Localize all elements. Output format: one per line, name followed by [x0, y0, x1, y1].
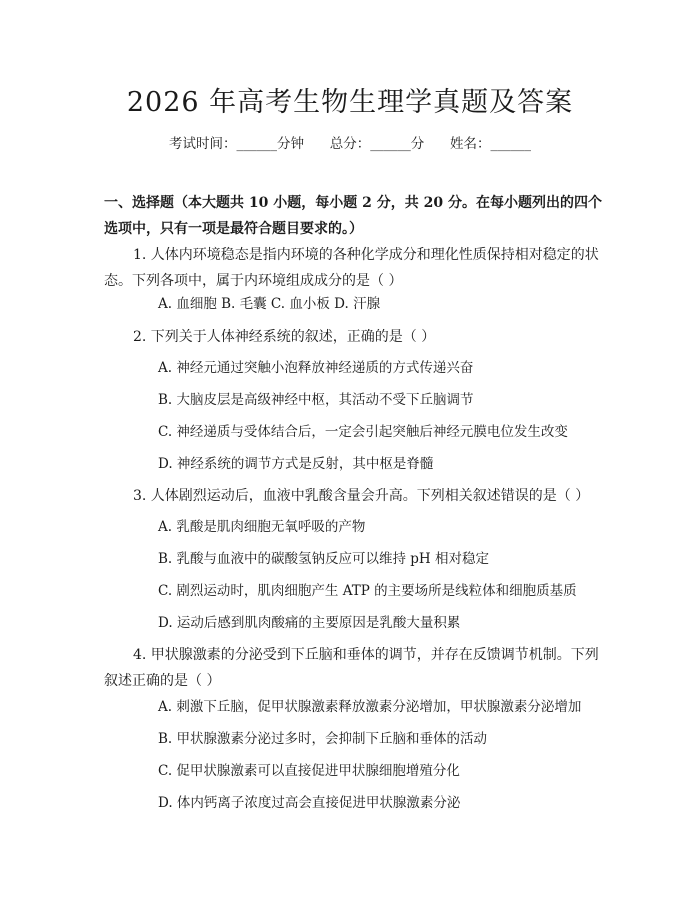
question-4-option-b: B. 甲状腺激素分泌过多时，会抑制下丘脑和垂体的活动: [158, 731, 488, 747]
question-4: 4. 甲状腺激素的分泌受到下丘脑和垂体的调节，并存在反馈调节机制。下列叙述正确的是（ ）: [104, 647, 599, 689]
question-2-option-a: A. 神经元通过突触小泡释放神经递质的方式传递兴奋: [158, 360, 474, 376]
exam-meta-line: 考试时间：______分钟 总分：______分 姓名：______: [169, 136, 531, 152]
question-2-option-b: B. 大脑皮层是高级神经中枢，其活动不受下丘脑调节: [158, 392, 474, 408]
question-2-option-c: C. 神经递质与受体结合后，一定会引起突触后神经元膜电位发生改变: [158, 424, 568, 440]
question-2: 2. 下列关于人体神经系统的叙述，正确的是（ ）: [133, 329, 436, 345]
question-3: 3. 人体剧烈运动后，血液中乳酸含量会升高。下列相关叙述错误的是（ ）: [133, 488, 590, 504]
question-4-option-d: D. 体内钙离子浓度过高会直接促进甲状腺激素分泌: [158, 795, 461, 811]
page-title: 2026 年高考生物生理学真题及答案: [126, 87, 574, 118]
question-3-option-d: D. 运动后感到肌肉酸痛的主要原因是乳酸大量积累: [158, 615, 461, 631]
section-heading: 一、选择题（本大题共 10 小题，每小题 2 分，共 20 分。在每小题列出的四个选项中，只有一项是最符合题目要求的。）: [104, 195, 602, 237]
question-3-option-a: A. 乳酸是肌肉细胞无氧呼吸的产物: [158, 519, 366, 535]
question-3-option-c: C. 剧烈运动时，肌肉细胞产生 ATP 的主要场所是线粒体和细胞质基质: [158, 583, 577, 599]
question-1: 1. 人体内环境稳态是指内环境的各种化学成分和理化性质保持相对稳定的状态。下列各项中，属于内环境组成成分的是（ ）: [104, 247, 599, 289]
question-4-option-c: C. 促甲状腺激素可以直接促进甲状腺细胞增殖分化: [158, 763, 460, 779]
question-1-options: A. 血细胞 B. 毛囊 C. 血小板 D. 汗腺: [158, 296, 381, 312]
question-2-option-d: D. 神经系统的调节方式是反射，其中枢是脊髓: [158, 456, 434, 472]
question-4-option-a: A. 刺激下丘脑，促甲状腺激素释放激素分泌增加，甲状腺激素分泌增加: [158, 699, 582, 715]
question-3-option-b: B. 乳酸与血液中的碳酸氢钠反应可以维持 pH 相对稳定: [158, 551, 489, 567]
